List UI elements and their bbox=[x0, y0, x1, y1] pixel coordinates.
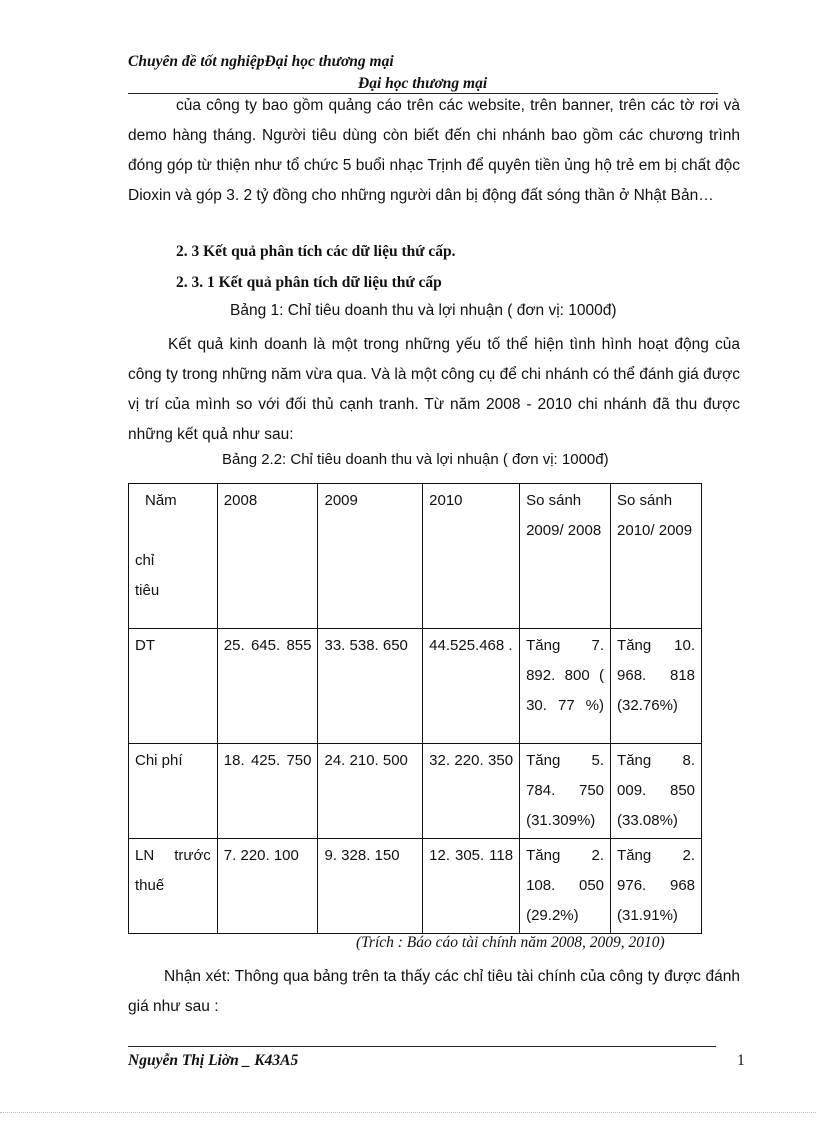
table-cell: 18. 425. 750 bbox=[217, 744, 318, 839]
table-cell: 9. 328. 150 bbox=[318, 839, 423, 934]
table-cell: 24. 210. 500 bbox=[318, 744, 423, 839]
table-header-cell bbox=[129, 484, 218, 629]
table-cell: Tăng 7. 892. 800 ( 30. 77 %) bbox=[520, 629, 611, 744]
table-cell: Tăng 10. 968. 818 (32.76%) bbox=[611, 629, 702, 744]
table-1-caption: Bảng 1: Chỉ tiêu doanh thu và lợi nhuận ( đơn vị: 1000đ) bbox=[230, 302, 617, 319]
table-row bbox=[129, 744, 702, 839]
table-cell: Tăng 2. 976. 968 (31.91%) bbox=[611, 839, 702, 934]
table-cell: 12. 305. 118 bbox=[423, 839, 520, 934]
table-cell: 25. 645. 855 bbox=[217, 629, 318, 744]
table-cell: 7. 220. 100 bbox=[217, 839, 318, 934]
table-header-row bbox=[129, 484, 702, 629]
table-cell: Tăng 8. 009. 850 (33.08%) bbox=[611, 744, 702, 839]
source-note: (Trích : Báo cáo tài chính năm 2008, 2009, 2010) bbox=[356, 934, 665, 951]
row-label: DT bbox=[129, 629, 218, 744]
table-row bbox=[129, 629, 702, 744]
table-cell: 32. 220. 350 bbox=[423, 744, 520, 839]
heading-2-3-1: 2. 3. 1 Kết quả phân tích dữ liệu thứ cấp bbox=[176, 274, 442, 291]
footer-divider bbox=[128, 1046, 716, 1047]
paragraph-3: Nhận xét: Thông qua bảng trên ta thấy các chỉ tiêu tài chính của công ty được đánh giá như sau : bbox=[128, 968, 740, 1015]
header-year-label: Năm bbox=[145, 492, 177, 509]
footer-author: Nguyễn Thị Liờn _ K43A5 bbox=[128, 1052, 299, 1069]
row-label: LN trước thuế bbox=[129, 839, 218, 934]
paragraph-2: Kết quả kinh doanh là một trong những yếu tố thể hiện tình hình hoạt động của công ty trong những năm vừa qua. Và là một công cụ để chi nhánh có thể đánh giá được vị trí của mình so với đối thủ cạnh tranh. Từ năm 2008 - 2010 chi nhánh đã thu được những kết quả như sau: bbox=[128, 336, 740, 443]
header-indicator-label: chỉ tiêu bbox=[135, 552, 160, 599]
table-cell: 44.525.468 . bbox=[423, 629, 520, 744]
row-label: Chi phí bbox=[129, 744, 218, 839]
table-2-caption: Bảng 2.2: Chỉ tiêu doanh thu và lợi nhuận ( đơn vị: 1000đ) bbox=[222, 451, 609, 468]
paragraph-1: của công ty bao gồm quảng cáo trên các website, trên banner, trên các tờ rơi và demo hàng tháng. Người tiêu dùng còn biết đến chi nhánh bao gồm các chương trình đóng góp từ thiện như tổ chức 5 buổi nhạc Trịnh để quyên tiền ủng hộ trẻ em bị chất độc Dioxin và góp 3. 2 tỷ đồng cho những người dân bị động đất sóng thần ở Nhật Bản… bbox=[128, 97, 740, 204]
table-header-cell: So sánh 2009/ 2008 bbox=[520, 484, 611, 629]
header-title: Chuyên đề tốt nghiệpĐại học thương mại bbox=[128, 53, 394, 70]
heading-2-3: 2. 3 Kết quả phân tích các dữ liệu thứ cấp. bbox=[176, 243, 456, 260]
table-cell: 33. 538. 650 bbox=[318, 629, 423, 744]
table-cell: Tăng 2. 108. 050 (29.2%) bbox=[520, 839, 611, 934]
table-header-cell: 2010 bbox=[423, 484, 520, 629]
financial-table bbox=[128, 483, 702, 934]
table-header-cell: So sánh 2010/ 2009 bbox=[611, 484, 702, 629]
page-break-line bbox=[0, 1112, 816, 1113]
table-cell: Tăng 5. 784. 750 (31.309%) bbox=[520, 744, 611, 839]
page-number: 1 bbox=[737, 1052, 745, 1069]
header-subtitle: Đại học thương mại bbox=[358, 75, 488, 92]
table-row bbox=[129, 839, 702, 934]
table-header-cell: 2009 bbox=[318, 484, 423, 629]
table-header-cell: 2008 bbox=[217, 484, 318, 629]
